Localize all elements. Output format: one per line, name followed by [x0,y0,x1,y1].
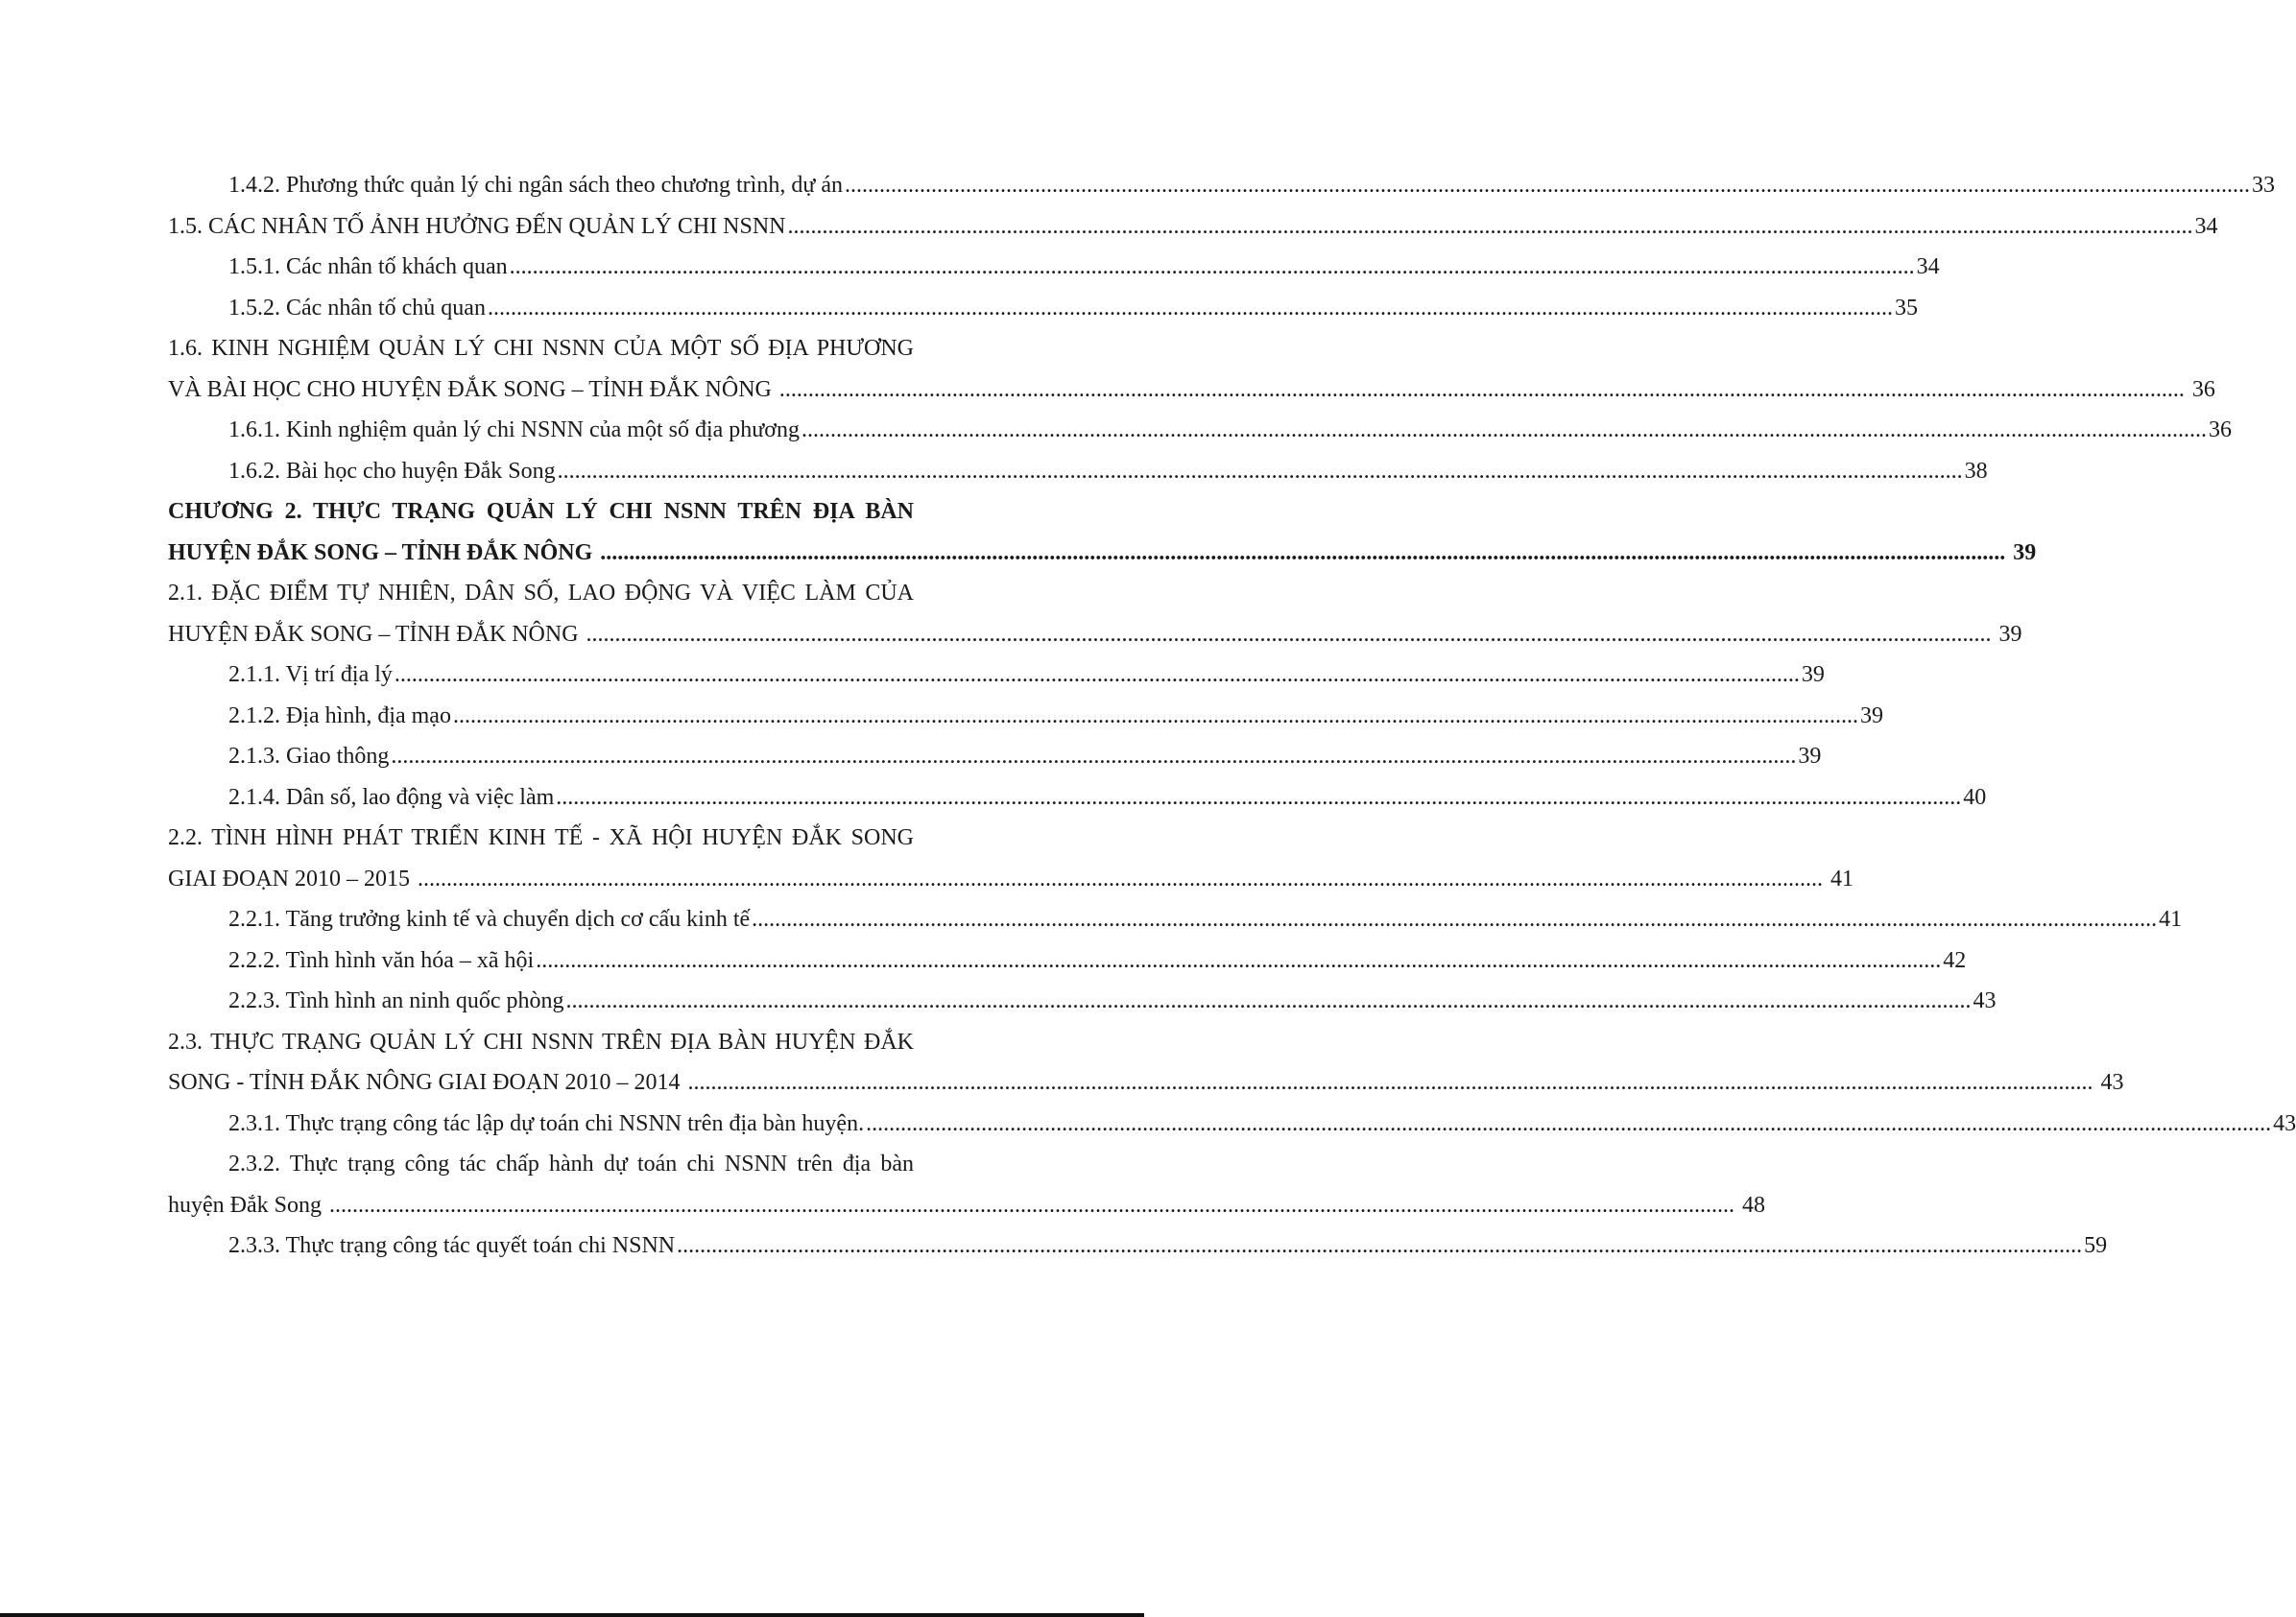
toc-entry-2-3-3[interactable] [168,1225,2108,1267]
toc-entry-title: SONG - TỈNH ĐẮK NÔNG GIAI ĐOẠN 2010 – 2014 [168,1070,681,1095]
toc-entry-1-5[interactable] [168,206,2218,248]
dot-leader [391,736,1796,777]
dot-leader [329,1193,1734,1218]
toc-entry-title: 2.2.3. Tình hình an ninh quốc phòng [228,988,564,1013]
dot-leader [677,1225,2082,1267]
toc-entry-title: 1.5.1. Các nhân tố khách quan [228,254,508,279]
toc-page-number: 39 [1998,621,2022,647]
toc-entry-2-2-1[interactable] [168,899,2183,940]
toc-page-number: 38 [1964,458,1988,484]
toc-entry-1-6-1[interactable] [168,410,2232,451]
dot-leader [586,622,1992,647]
toc-entry-title-line1: 2.1. ĐẶC ĐIỂM TỰ NHIÊN, DÂN SỐ, LAO ĐỘNG VÀ VIỆC LÀM CỦA [168,581,914,606]
toc-entry-title-line1: 2.3.2. Thực trạng công tác chấp hành dự toán chi NSNN trên địa bàn [228,1152,914,1177]
toc-entry-2-1-4[interactable] [168,777,1987,819]
table-of-contents [168,165,2296,1267]
dot-leader [488,288,1893,329]
dot-leader [788,206,2193,248]
toc-entry-2-2[interactable] [168,818,1854,899]
dot-leader [845,165,2250,206]
toc-entry-title: huyện Đắk Song [168,1192,322,1218]
toc-entry-title: 2.1.1. Vị trí địa lý [228,662,393,687]
toc-entry-2-1-2[interactable] [168,696,1883,737]
dot-leader [688,1070,2093,1095]
toc-entry-title-line1: CHƯƠNG 2. THỰC TRẠNG QUẢN LÝ CHI NSNN TRÊN ĐỊA BÀN [168,499,914,524]
toc-entry-title: 1.6.1. Kinh nghiệm quản lý chi NSNN của một số địa phương [228,417,800,442]
toc-page-number: 35 [1894,295,1918,321]
dot-leader [395,654,1800,696]
toc-entry-2-1-1[interactable] [168,654,1825,696]
toc-page-number: 39 [1801,662,1825,687]
toc-entry-1-4-2[interactable] [168,165,2275,206]
dot-leader [866,1104,2271,1145]
toc-entry-2-2-3[interactable] [168,981,1997,1022]
toc-entry-2-2-2[interactable] [168,940,1967,982]
dot-leader [556,777,1961,819]
toc-page-number: 34 [2194,213,2218,239]
dot-leader [558,451,1963,492]
toc-page-number: 43 [1973,988,1997,1013]
toc-page-number: 33 [2251,173,2275,198]
toc-entry-title-line1: 1.6. KINH NGHIỆM QUẢN LÝ CHI NSNN CỦA MỘT SỐ ĐỊA PHƯƠNG [168,336,914,361]
toc-page-number: 41 [2159,907,2183,932]
toc-page-number: 39 [1798,744,1822,769]
toc-page-number: 36 [2191,376,2215,402]
toc-entry-title-line1: 2.2. TÌNH HÌNH PHÁT TRIỂN KINH TẾ - XÃ HỘI HUYỆN ĐẮK SONG [168,825,914,850]
toc-page-number: 39 [2013,539,2037,565]
toc-entry-2-1[interactable] [168,573,2022,654]
toc-page-number: 59 [2084,1233,2108,1258]
toc-entry-title: GIAI ĐOẠN 2010 – 2015 [168,866,410,892]
toc-entry-2-3-1[interactable] [168,1104,2296,1145]
toc-page-number: 42 [1943,947,1967,973]
toc-entry-title: 2.1.4. Dân số, lao động và việc làm [228,784,555,810]
dot-leader [600,540,2005,565]
toc-page-number: 34 [1916,254,1940,279]
dot-leader [510,247,1915,288]
toc-page-number: 39 [1859,702,1883,728]
toc-entry-title: 2.3.1. Thực trạng công tác lập dự toán chi NSNN trên địa bàn huyện. [228,1110,865,1136]
toc-entry-title: 2.2.2. Tình hình văn hóa – xã hội [228,947,535,973]
toc-page-number: 40 [1963,784,1987,810]
toc-page-number: 36 [2208,417,2232,442]
toc-entry-title: 1.6.2. Bài học cho huyện Đắk Song [228,458,556,484]
dot-leader [536,940,1941,982]
dot-leader [566,981,1972,1022]
toc-entry-title: VÀ BÀI HỌC CHO HUYỆN ĐẮK SONG – TỈNH ĐẮK NÔNG [168,376,772,402]
toc-entry-title: 1.5. CÁC NHÂN TỐ ẢNH HƯỞNG ĐẾN QUẢN LÝ CHI NSNN [168,213,786,239]
dot-leader [779,377,2185,402]
toc-entry-chapter-2[interactable] [168,491,2037,573]
toc-entry-2-3-2[interactable] [168,1144,1765,1225]
dot-leader [752,899,2157,940]
toc-entry-title: HUYỆN ĐẮK SONG – TỈNH ĐẮK NÔNG [168,539,593,565]
toc-entry-1-5-2[interactable] [168,288,1918,329]
dot-leader [801,410,2207,451]
toc-page-number: 43 [2273,1110,2296,1136]
toc-entry-title: 2.2.1. Tăng trưởng kinh tế và chuyển dịch cơ cấu kinh tế [228,907,751,932]
dot-leader [418,867,1823,892]
toc-entry-2-1-3[interactable] [168,736,1822,777]
toc-entry-title: 2.1.2. Địa hình, địa mạo [228,702,451,728]
toc-entry-title: 1.4.2. Phương thức quản lý chi ngân sách theo chương trình, dự án [228,173,843,198]
toc-entry-1-5-1[interactable] [168,247,1940,288]
toc-entry-1-6[interactable] [168,328,2215,410]
toc-entry-title: 2.3.3. Thực trạng công tác quyết toán chi NSNN [228,1233,676,1258]
toc-entry-2-3[interactable] [168,1022,2124,1104]
toc-page-number: 43 [2100,1070,2124,1095]
page-bottom-border [0,1613,1144,1617]
toc-entry-1-6-2[interactable] [168,451,1988,492]
toc-entry-title: 2.1.3. Giao thông [228,744,390,769]
toc-entry-title: HUYỆN ĐẮK SONG – TỈNH ĐẮK NÔNG [168,621,579,647]
toc-entry-title: 1.5.2. Các nhân tố chủ quan [228,295,486,321]
toc-page-number: 48 [1741,1192,1765,1218]
toc-entry-title-line1: 2.3. THỰC TRẠNG QUẢN LÝ CHI NSNN TRÊN ĐỊA BÀN HUYỆN ĐẮK [168,1029,914,1055]
dot-leader [453,696,1858,737]
toc-page-number: 41 [1830,866,1854,892]
